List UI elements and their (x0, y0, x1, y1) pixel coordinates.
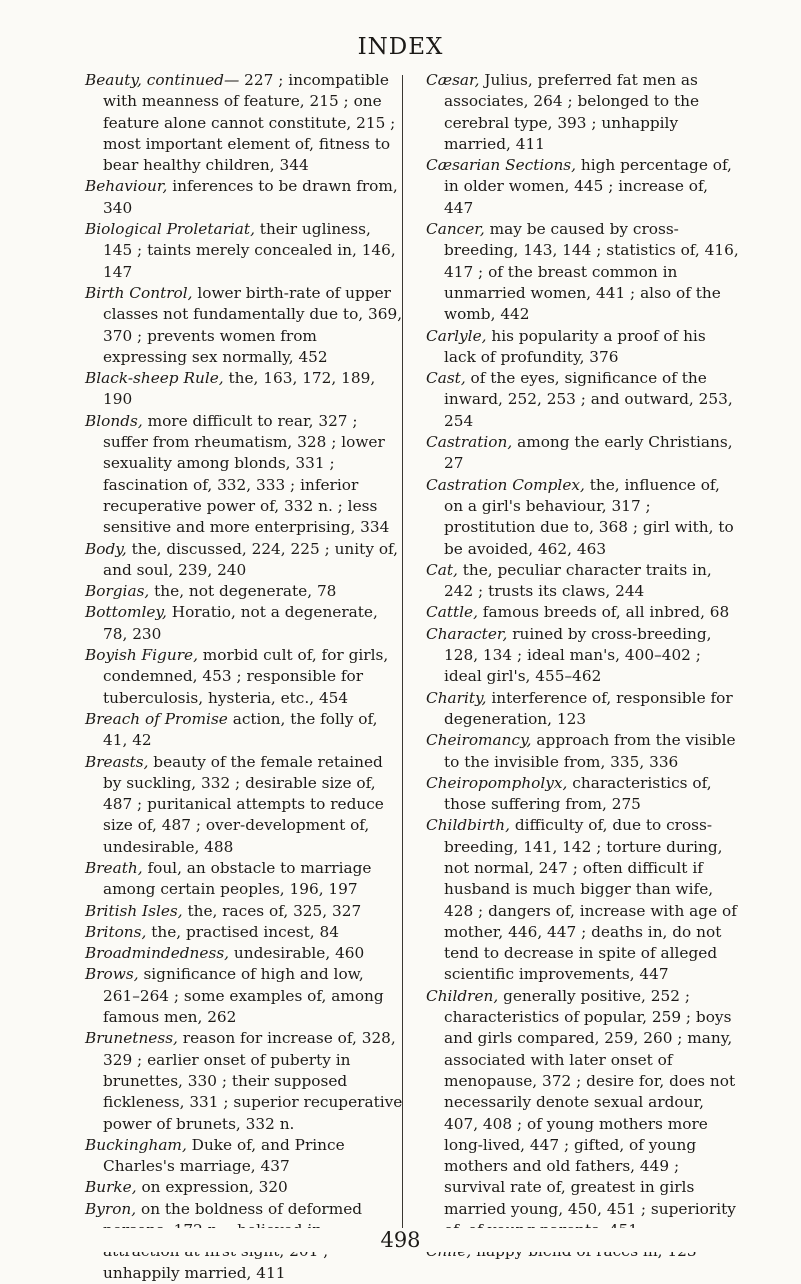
index-headword: Bottomley, (85, 603, 167, 622)
index-entry (426, 815, 740, 985)
index-references: of the eyes, significance of the inward, 252, 253 ; and outward, 253, 254 (444, 369, 733, 430)
index-entry (85, 219, 403, 283)
index-entry (426, 688, 740, 731)
index-entry (85, 176, 403, 219)
index-headword: Cheiropompholyx, (426, 773, 568, 792)
index-entry (85, 858, 403, 901)
index-references: characteristics of, those suffering from, 275 (444, 773, 712, 814)
index-references: interference of, responsible for degeneration, 123 (444, 688, 733, 728)
index-entry (426, 624, 740, 688)
index-references: lower birth-rate of upper classes not fundamentally due to, 369, 370 ; prevents women from expressing sex normally, 452 (103, 283, 403, 366)
index-entry (85, 964, 403, 1028)
index-headword: Breach of Promise (85, 709, 228, 728)
index-entry (85, 645, 403, 709)
index-entry (85, 1028, 403, 1134)
index-entry (85, 283, 403, 368)
index-references: approach from the visible to the invisible from, 335, 336 (444, 731, 736, 771)
index-entry (85, 70, 403, 176)
index-entry (426, 432, 740, 475)
index-column-left (85, 70, 403, 1284)
index-headword: Cheiromancy, (426, 731, 532, 750)
index-headword: Cast, (426, 369, 466, 388)
index-headword: Biological Proletariat, (85, 220, 255, 239)
index-headword: Childbirth, (426, 816, 510, 835)
index-headword: Cat, (426, 560, 458, 579)
index-entry (85, 1177, 403, 1198)
index-references: reason for increase of, 328, 329 ; earlier onset of puberty in brunettes, 330 ; their supposed fickleness, 331 ; superior recuperative power of brunets, 332 n. (103, 1029, 403, 1133)
index-headword: Buckingham, (85, 1135, 187, 1154)
index-headword: Boyish Figure, (85, 646, 198, 665)
index-entry (85, 922, 403, 943)
index-headword: Brunetness, (85, 1029, 178, 1048)
index-references: the, 163, 172, 189, 190 (103, 369, 376, 409)
index-entry (85, 411, 403, 539)
index-entry (426, 773, 740, 816)
index-headword: Cattle, (426, 603, 478, 622)
index-references: on the boldness of deformed unhappily married, 411 (103, 1199, 363, 1282)
index-headword: Cæsar, (426, 71, 480, 89)
index-references: the, peculiar character traits in, 242 ; trusts its claws, 244 (444, 560, 712, 601)
page-title: INDEX (357, 34, 444, 60)
index-headword: Breasts, (85, 752, 149, 771)
index-references: their ugliness, 145 ; taints merely concealed in, 146, 147 (103, 220, 396, 281)
index-headword: Beauty, continued— (85, 71, 240, 89)
index-headword: Character, (426, 624, 508, 643)
index-headword: Children, (426, 986, 499, 1005)
index-references: morbid cult of, for girls, condemned, 453 ; responsible for tuberculosis, hysteria, etc., 454 (103, 646, 389, 707)
index-entry (426, 70, 740, 155)
index-references: inferences to be drawn from, 340 (103, 177, 398, 217)
index-entry (426, 560, 740, 603)
index-headword: Castration Complex, (426, 475, 585, 494)
index-references: 227 ; incompatible with meanness of feature, 215 ; one feature alone cannot constitute, 215 ; most important element of, fitness to bear healthy children, 344 (103, 71, 396, 175)
index-references: the, not degenerate, 78 (149, 582, 337, 601)
index-entry (426, 368, 740, 432)
index-entry (85, 602, 403, 645)
index-entry (426, 475, 740, 560)
index-entry (85, 368, 403, 411)
index-headword: Birth Control, (85, 283, 193, 302)
index-entry (426, 730, 740, 773)
index-entry (85, 1135, 403, 1178)
index-entry (85, 709, 403, 752)
column-divider (402, 75, 403, 1238)
index-references: ruined by cross-breeding, 128, 134 ; ideal man's, 400–402 ; ideal girl's, 455–462 (444, 624, 712, 686)
index-headword: Breath, (85, 858, 143, 877)
index-entry (426, 326, 740, 369)
page-number (0, 1228, 801, 1252)
index-headword: Carlyle, (426, 326, 487, 345)
index-entry (85, 581, 403, 602)
index-references: more difficult to rear, 327 ; suffer from rheumatism, 328 ; lower sexuality among blonds, 331 ; fascination of, 332, 333 ; inferior recuperative power of, 332 n. ; less sensitive and more enterprising, 334 (103, 411, 390, 537)
index-entry (85, 752, 403, 858)
index-references: action, the folly of, 41, 42 (103, 709, 378, 750)
index-headword: Blonds, (85, 411, 143, 430)
index-references: difficulty of, due to cross-breeding, 141, 142 ; torture during, not normal, 247 ; often difficult if husband is much bigger than wife, 428 ; dangers of, increase with age of mother, 446, 447 ; deaths in, do not tend to decrease in spite of alleged scientific improvements, 447 (444, 816, 737, 984)
index-headword: Broadmindedness, (85, 944, 230, 963)
index-entry (426, 986, 740, 1242)
index-references: may be caused by cross-breeding, 143, 144 ; statistics of, 416, 417 ; of the breast common in unmarried women, 441 ; also of the womb, 442 (444, 220, 739, 324)
index-entry (426, 602, 740, 623)
index-references: generally positive, 252 ; characteristics of popular, 259 ; boys and girls compared, 259, 260 ; many, associated with later onset of menopause, 372 ; desire for, does not necessarily denote sexual ardour, 407, 408 ; of young mothers more long-lived, 447 ; gifted, of young mothers and old fathers, 449 ; survival rate of, greatest in girls married young, 450, 451 ; superiority (444, 986, 736, 1218)
index-references: famous breeds of, all inbred, 68 (477, 603, 730, 622)
index-references: Horatio, not a degenerate, 78, 230 (103, 603, 378, 643)
index-entry (85, 539, 403, 582)
index-references: high percentage of, in older women, 445 ; increase of, 447 (444, 156, 732, 217)
index-references: beauty of the female retained by suckling, 332 ; desirable size of, 487 ; puritanical attempts to reduce size of, 487 ; over-development of, undesirable, 488 (103, 752, 384, 856)
index-entry (426, 219, 740, 325)
index-references: Duke of, and Prince Charles's marriage, 437 (103, 1135, 345, 1176)
index-references: on expression, 320 (136, 1178, 288, 1197)
index-headword: Cancer, (426, 220, 485, 239)
index-entry (426, 155, 740, 219)
index-headword: Behaviour, (85, 177, 168, 196)
index-headword: Brows, (85, 965, 139, 984)
index-references: the, discussed, 224, 225 ; unity of, and soul, 239, 240 (103, 539, 399, 579)
index-headword: Body, (85, 539, 127, 558)
index-headword: British Isles, (85, 901, 183, 920)
index-headword: Burke, (85, 1178, 137, 1197)
index-headword: Britons, (85, 922, 147, 941)
index-headword: Borgias, (85, 582, 150, 601)
index-column-right (426, 70, 740, 1263)
index-references: the, races of, 325, 327 (182, 901, 362, 920)
index-headword: Byron, (85, 1199, 137, 1218)
index-headword: Castration, (426, 433, 513, 452)
index-entry (85, 901, 403, 922)
index-references: Julius, preferred fat men as associates, 264 ; belonged to the cerebral type, 393 ; unhappily married, 411 (444, 71, 700, 153)
index-references: significance of high and low, 261–264 ; some examples of, among famous men, 262 (103, 965, 384, 1027)
index-references: the, influence of, on a girl's behaviour, 317 ; prostitution due to, 368 ; girl with, to be avoided, 462, 463 (444, 475, 734, 558)
index-references: the, practised incest, 84 (146, 922, 339, 941)
index-references: his popularity a proof of his lack of profundity, 376 (444, 326, 706, 366)
index-headword: Cæsarian Sections, (426, 156, 577, 175)
index-entry (85, 943, 403, 964)
index-references: undesirable, 460 (229, 944, 365, 963)
index-references: among the early Christians, 27 (444, 433, 733, 473)
index-references: foul, an obstacle to marriage among certain peoples, 196, 197 (103, 858, 372, 899)
page-number-text: 498 (380, 1228, 421, 1252)
index-headword: Black-sheep Rule, (85, 369, 224, 388)
index-headword: Charity, (426, 688, 487, 707)
